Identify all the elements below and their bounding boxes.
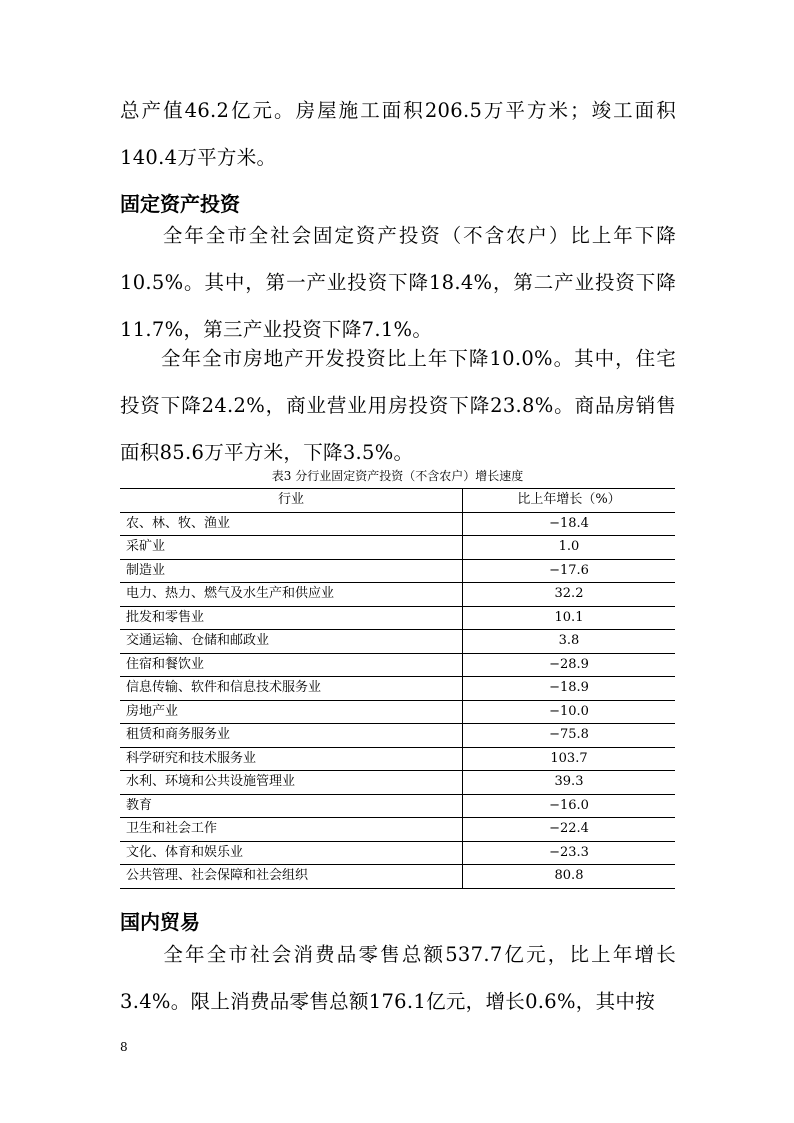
table-row [120, 841, 675, 865]
industry-cell: 采矿业 [120, 536, 463, 560]
industry-cell: 批发和零售业 [120, 606, 463, 630]
industry-cell: 信息传输、软件和信息技术服务业 [120, 677, 463, 701]
industry-cell: 租赁和商务服务业 [120, 724, 463, 748]
growth-cell: 39.3 [463, 771, 676, 795]
growth-cell: −18.4 [463, 512, 676, 536]
table-row [120, 818, 675, 842]
industry-cell: 住宿和餐饮业 [120, 653, 463, 677]
paragraph-real-estate: 全年全市房地产开发投资比上年下降10.0%。其中，住宅投资下降24.2%，商业营业用房投资下降23.8%。商品房销售面积85.6万平方米，下降3.5%。 [120, 347, 676, 464]
industry-investment-table [120, 488, 675, 889]
table-row [120, 794, 675, 818]
growth-cell: 32.2 [463, 583, 676, 607]
industry-cell: 公共管理、社会保障和社会组织 [120, 865, 463, 889]
growth-cell: −10.0 [463, 700, 676, 724]
industry-cell: 农、林、牧、渔业 [120, 512, 463, 536]
table-row [120, 559, 675, 583]
growth-cell: 10.1 [463, 606, 676, 630]
column-header-growth: 比上年增长（%） [463, 489, 676, 513]
column-header-industry: 行业 [120, 489, 463, 513]
growth-cell: −18.9 [463, 677, 676, 701]
table-header-row [120, 489, 675, 513]
table-row [120, 724, 675, 748]
page-number: 8 [120, 1040, 128, 1054]
growth-cell: 80.8 [463, 865, 676, 889]
industry-cell: 文化、体育和娱乐业 [120, 841, 463, 865]
table-row [120, 771, 675, 795]
table-row [120, 606, 675, 630]
industry-cell: 科学研究和技术服务业 [120, 747, 463, 771]
industry-cell: 水利、环境和公共设施管理业 [120, 771, 463, 795]
growth-cell: −22.4 [463, 818, 676, 842]
table-row [120, 536, 675, 560]
table-row [120, 583, 675, 607]
industry-cell: 教育 [120, 794, 463, 818]
table-row [120, 653, 675, 677]
industry-cell: 交通运输、仓储和邮政业 [120, 630, 463, 654]
growth-cell: −28.9 [463, 653, 676, 677]
growth-cell: −16.0 [463, 794, 676, 818]
table-row [120, 747, 675, 771]
industry-cell: 制造业 [120, 559, 463, 583]
paragraph-retail-sales: 全年全市社会消费品零售总额537.7亿元，比上年增长3.4%。限上消费品零售总额176.1亿元，增长0.6%，其中按 [120, 943, 676, 1013]
table-row [120, 677, 675, 701]
industry-cell: 电力、热力、燃气及水生产和供应业 [120, 583, 463, 607]
growth-cell: 103.7 [463, 747, 676, 771]
industry-cell: 卫生和社会工作 [120, 818, 463, 842]
table-row [120, 630, 675, 654]
table-row [120, 512, 675, 536]
growth-cell: −23.3 [463, 841, 676, 865]
paragraph-fixed-investment: 全年全市全社会固定资产投资（不含农户）比上年下降10.5%。其中，第一产业投资下降18.4%，第二产业投资下降11.7%，第三产业投资下降7.1%。 [120, 224, 676, 341]
growth-cell: 1.0 [463, 536, 676, 560]
heading-domestic-trade: 国内贸易 [120, 910, 200, 934]
table-row [120, 865, 675, 889]
table-row [120, 700, 675, 724]
paragraph-construction-output: 总产值46.2亿元。房屋施工面积206.5万平方米；竣工面积140.4万平方米。 [120, 99, 676, 169]
growth-cell: 3.8 [463, 630, 676, 654]
growth-cell: −17.6 [463, 559, 676, 583]
table-caption: 表3 分行业固定资产投资（不含农户）增长速度 [271, 469, 524, 483]
industry-cell: 房地产业 [120, 700, 463, 724]
growth-cell: −75.8 [463, 724, 676, 748]
heading-fixed-investment: 固定资产投资 [120, 192, 240, 216]
